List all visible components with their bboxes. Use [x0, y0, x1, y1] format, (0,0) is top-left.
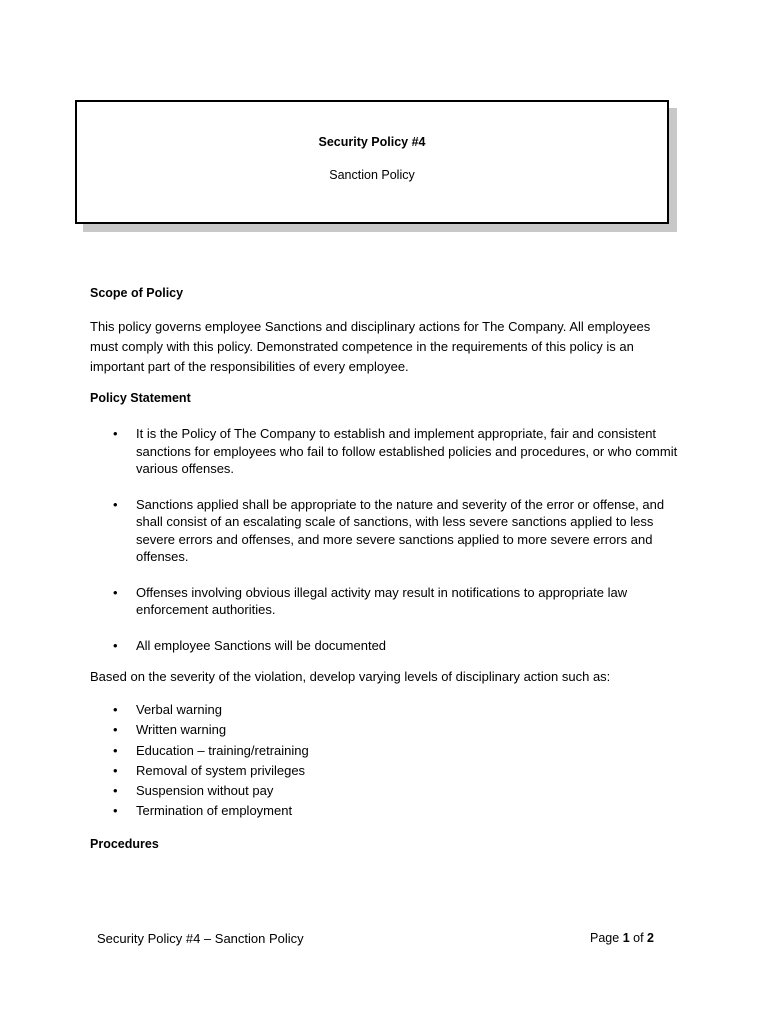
list-item — [90, 496, 680, 566]
title-box — [75, 100, 669, 224]
bullet-icon: • — [113, 803, 118, 819]
scope-paragraph: This policy governs employee Sanctions and disciplinary actions for The Company. All employees must comply with this policy. Demonstrated competence in the requirements of this policy is an important part of the responsibilities of every employee. — [90, 319, 651, 374]
bullet-icon: • — [113, 496, 118, 512]
bullet-icon: • — [113, 584, 118, 600]
footer-page-number — [590, 931, 654, 945]
bullet-icon: • — [113, 637, 118, 653]
footer-document-title: Security Policy #4 – Sanction Policy — [97, 931, 304, 946]
list-item — [90, 584, 680, 619]
list-item — [90, 700, 680, 720]
disciplinary-actions-list — [90, 700, 680, 822]
bullet-icon: • — [113, 783, 118, 799]
scope-heading: Scope of Policy — [90, 286, 184, 300]
document-title: Security Policy #4 — [318, 135, 426, 149]
list-item — [90, 720, 680, 740]
page-current: 1 — [622, 931, 630, 945]
policy-statement-heading: Policy Statement — [90, 391, 191, 405]
list-item-text: Removal of system privileges — [136, 762, 306, 778]
list-item-text: Offenses involving obvious illegal activity may result in notifications to appropriate law enforcement authorities. — [136, 584, 628, 617]
bullet-icon: • — [113, 722, 118, 738]
page-total: 2 — [647, 931, 654, 945]
procedures-heading: Procedures — [90, 837, 159, 851]
list-item-text: Education – training/retraining — [136, 742, 309, 758]
list-item — [90, 781, 680, 801]
list-item-text: Sanctions applied shall be appropriate to the nature and severity of the error or offense, and shall consist of an escalating scale of sanctions, with less severe sanctions applied to less severe errors and offenses, and more severe sanctions applied to more severe errors and offenses. — [136, 496, 665, 564]
list-item — [90, 761, 680, 781]
list-item — [90, 637, 680, 655]
bullet-icon: • — [113, 426, 118, 441]
bullet-icon: • — [113, 762, 118, 778]
list-item — [90, 425, 680, 478]
list-item — [90, 741, 680, 761]
list-item-text: Suspension without pay — [136, 783, 274, 799]
policy-statement-list — [90, 425, 680, 672]
list-item-text: It is the Policy of The Company to establish and implement appropriate, fair and consistent sanctions for employees who fail to follow established policies and procedures, or who commit various offenses. — [136, 426, 678, 476]
list-item-text: Written warning — [136, 722, 227, 738]
disciplinary-intro: Based on the severity of the violation, develop varying levels of disciplinary action such as: — [90, 669, 611, 684]
page-of: of — [633, 931, 644, 945]
document-subtitle: Sanction Policy — [329, 168, 415, 182]
list-item-text: Verbal warning — [136, 702, 222, 717]
page-label: Page — [590, 931, 620, 945]
list-item-text: Termination of employment — [136, 803, 293, 819]
bullet-icon: • — [113, 742, 118, 758]
list-item — [90, 801, 680, 821]
bullet-icon: • — [113, 702, 118, 717]
list-item-text: All employee Sanctions will be documented — [136, 637, 387, 653]
